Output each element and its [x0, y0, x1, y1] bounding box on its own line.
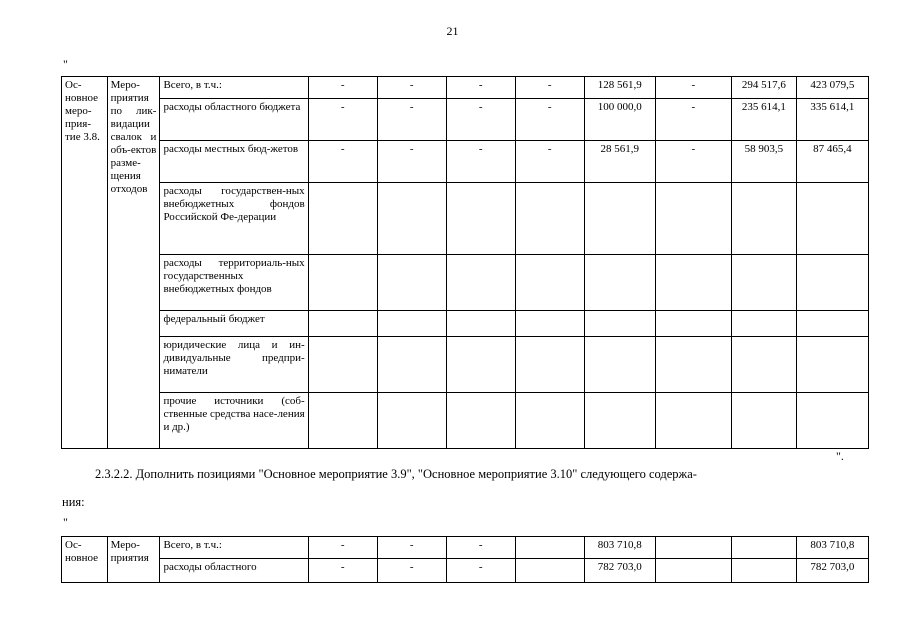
value-cell [731, 559, 796, 583]
activity-number-cell: Ос-новное [62, 537, 108, 583]
total-cell: 803 710,8 [796, 537, 868, 559]
total-cell [796, 337, 868, 393]
page-number: 21 [446, 24, 459, 38]
value-cell [584, 393, 655, 449]
value-cell: 100 000,0 [584, 99, 655, 141]
value-cell: - [446, 141, 515, 183]
total-cell: 423 079,5 [796, 77, 868, 99]
value-cell [655, 393, 731, 449]
value-cell [308, 255, 377, 311]
value-cell [655, 337, 731, 393]
value-cell [446, 311, 515, 337]
value-cell [515, 311, 584, 337]
value-cell [515, 183, 584, 255]
funding-source-label: расходы областного бюджета [160, 99, 308, 141]
value-cell [377, 393, 446, 449]
table-row [62, 99, 869, 141]
value-cell: - [655, 77, 731, 99]
value-cell [377, 337, 446, 393]
value-cell [655, 183, 731, 255]
value-cell: - [655, 99, 731, 141]
value-cell [446, 255, 515, 311]
value-cell: 782 703,0 [584, 559, 655, 583]
amendment-paragraph-line1: 2.3.2.2. Дополнить позициями "Основное мероприятие 3.9", "Основное мероприятие 3.10" следующего содержа- [95, 467, 697, 481]
funding-source-label: прочие источники (соб-ственные средства насе-ления и др.) [160, 393, 308, 449]
funding-source-label: расходы территориаль-ных государственных внебюджетных фондов [160, 255, 308, 311]
value-cell [731, 337, 796, 393]
value-cell [731, 537, 796, 559]
value-cell [308, 183, 377, 255]
value-cell: - [308, 77, 377, 99]
table-row [62, 393, 869, 449]
table-row [62, 255, 869, 311]
funding-source-label: Всего, в т.ч.: [160, 537, 308, 559]
value-cell: - [446, 559, 515, 583]
value-cell: - [446, 77, 515, 99]
activity-number-cell: Ос-новное меро-прия-тие 3.8. [62, 77, 108, 449]
value-cell: - [515, 77, 584, 99]
funding-source-label: Всего, в т.ч.: [160, 77, 308, 99]
value-cell [731, 255, 796, 311]
value-cell [446, 337, 515, 393]
value-cell [446, 393, 515, 449]
funding-source-label: юридические лица и ин-дивидуальные предпри-ниматели [160, 337, 308, 393]
table-row [62, 537, 869, 559]
value-cell [584, 255, 655, 311]
funding-source-label: расходы местных бюд-жетов [160, 141, 308, 183]
funding-source-label: расходы государствен-ных внебюджетных фондов Российской Фе-дерации [160, 183, 308, 255]
value-cell [655, 559, 731, 583]
value-cell [584, 311, 655, 337]
value-cell [377, 311, 446, 337]
total-cell [796, 311, 868, 337]
table-row [62, 183, 869, 255]
value-cell [584, 337, 655, 393]
budget-table-3-8 [61, 76, 869, 449]
value-cell: - [377, 537, 446, 559]
value-cell: - [377, 99, 446, 141]
value-cell [515, 393, 584, 449]
value-cell: - [308, 559, 377, 583]
value-cell: 58 903,5 [731, 141, 796, 183]
funding-source-label: федеральный бюджет [160, 311, 308, 337]
value-cell [515, 337, 584, 393]
opening-quote-mark-2: " [63, 515, 68, 529]
value-cell [308, 311, 377, 337]
value-cell [515, 255, 584, 311]
total-cell: 782 703,0 [796, 559, 868, 583]
value-cell [584, 183, 655, 255]
table-row [62, 77, 869, 99]
value-cell [515, 537, 584, 559]
value-cell: - [515, 141, 584, 183]
budget-table-3-9 [61, 536, 869, 583]
value-cell: 294 517,6 [731, 77, 796, 99]
value-cell [308, 393, 377, 449]
value-cell: - [308, 537, 377, 559]
total-cell: 335 614,1 [796, 99, 868, 141]
value-cell [377, 255, 446, 311]
value-cell [377, 183, 446, 255]
value-cell: - [308, 99, 377, 141]
table-row [62, 311, 869, 337]
value-cell [731, 183, 796, 255]
value-cell: - [446, 99, 515, 141]
value-cell: - [515, 99, 584, 141]
value-cell: - [377, 559, 446, 583]
value-cell [655, 537, 731, 559]
opening-quote-mark: " [63, 57, 68, 71]
total-cell [796, 255, 868, 311]
value-cell: 235 614,1 [731, 99, 796, 141]
value-cell: 28 561,9 [584, 141, 655, 183]
activity-name-cell: Меро-приятия [107, 537, 160, 583]
total-cell [796, 183, 868, 255]
activity-name-cell: Меро-приятия по лик-видации свалок и объ-ектов разме-щения отходов [107, 77, 160, 449]
value-cell [308, 337, 377, 393]
value-cell [655, 255, 731, 311]
total-cell: 87 465,4 [796, 141, 868, 183]
value-cell: 128 561,9 [584, 77, 655, 99]
value-cell: 803 710,8 [584, 537, 655, 559]
table-row [62, 141, 869, 183]
table-row [62, 337, 869, 393]
funding-source-label: расходы областного [160, 559, 308, 583]
value-cell: - [655, 141, 731, 183]
amendment-paragraph-line2: ния: [62, 495, 85, 509]
total-cell [796, 393, 868, 449]
value-cell [446, 183, 515, 255]
value-cell: - [446, 537, 515, 559]
value-cell [731, 311, 796, 337]
value-cell [655, 311, 731, 337]
value-cell [731, 393, 796, 449]
value-cell: - [377, 141, 446, 183]
closing-quote-mark: ". [836, 449, 844, 463]
value-cell: - [377, 77, 446, 99]
value-cell [515, 559, 584, 583]
value-cell: - [308, 141, 377, 183]
table-row [62, 559, 869, 583]
